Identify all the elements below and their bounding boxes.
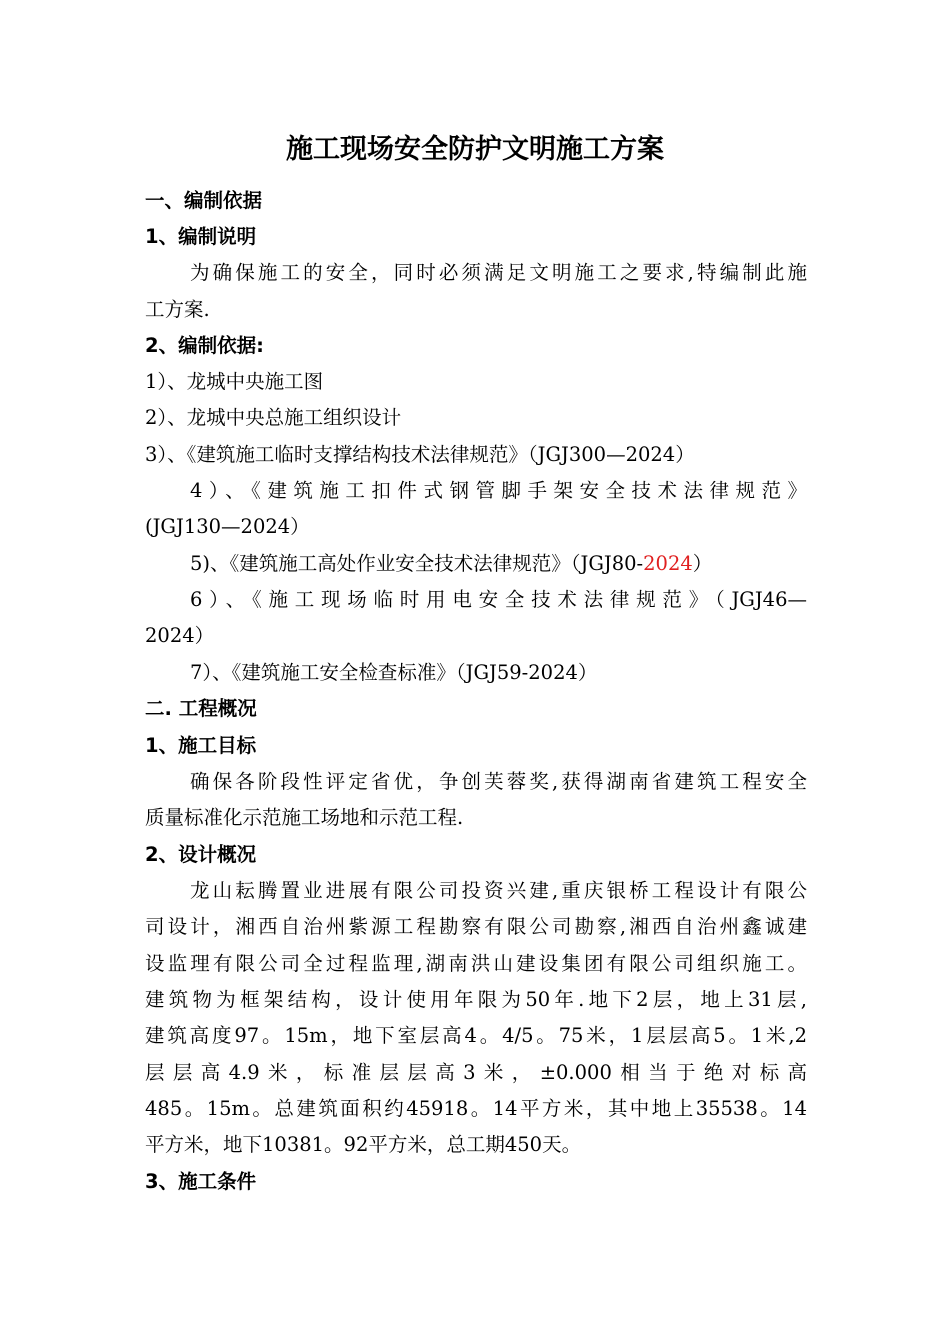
- list-item-continuation: 2024）: [145, 624, 215, 647]
- list-item-text: ）: [692, 552, 713, 575]
- paragraph-line: 司设计，湘西自治州紫源工程勘察有限公司勘察,湘西自治州鑫诚建: [145, 915, 807, 938]
- list-item: 1）、龙城中央施工图: [145, 370, 324, 393]
- list-item-text: 5)、《建筑施工高处作业安全技术法律规范》（JGJ80-: [190, 552, 644, 575]
- paragraph-line: 工方案.: [145, 298, 210, 321]
- subheading-conditions: 3、施工条件: [145, 1170, 257, 1193]
- list-item-continuation: (JGJ130—2024）: [145, 515, 310, 538]
- paragraph-line: 为确保施工的安全，同时必须满足文明施工之要求,特编制此施: [190, 261, 807, 284]
- subheading-goal: 1、施工目标: [145, 734, 257, 757]
- paragraph-line: 层层高4.9米，标准层层高3米，±0.000相当于绝对标高: [145, 1061, 807, 1084]
- list-item: [190, 549, 807, 579]
- subheading-design: 2、设计概况: [145, 843, 257, 866]
- list-item: 3）、《建筑施工临时支撑结构技术法律规范》（JGJ300—2024）: [145, 443, 695, 466]
- paragraph-line: 龙山耘腾置业进展有限公司投资兴建,重庆银桥工程设计有限公: [190, 879, 807, 902]
- paragraph-line: 建筑高度97。15m，地下室层高4。4/5。75米，1层层高5。1米,2: [145, 1024, 807, 1047]
- highlighted-year: 2024: [643, 552, 693, 575]
- list-item: 4）、《建筑施工扣件式钢管脚手架安全技术法律规范》: [190, 479, 807, 502]
- subheading-explanation: 1、编制说明: [145, 225, 257, 248]
- paragraph-line: 质量标准化示范施工场地和示范工程.: [145, 806, 464, 829]
- paragraph-line: 设监理有限公司全过程监理,湖南洪山建设集团有限公司组织施工。: [145, 952, 807, 975]
- section-heading-overview: 二. 工程概况: [145, 697, 257, 720]
- list-item: 7）、《建筑施工安全检查标准》（JGJ59-2024）: [190, 661, 598, 684]
- list-item: 6）、《施工现场临时用电安全技术法律规范》（JGJ46—: [190, 588, 807, 611]
- subheading-basis: 2、编制依据:: [145, 334, 264, 357]
- document-title: 施工现场安全防护文明施工方案: [286, 134, 664, 165]
- list-item: 2）、龙城中央总施工组织设计: [145, 406, 402, 429]
- paragraph-line: 建筑物为框架结构，设计使用年限为50年.地下2层，地上31层,: [145, 988, 807, 1011]
- paragraph-line: 确保各阶段性评定省优，争创芙蓉奖,获得湖南省建筑工程安全: [190, 770, 807, 793]
- paragraph-line: 485。15m。总建筑面积约45918。14平方米，其中地上35538。14: [145, 1097, 807, 1120]
- section-heading-basis: 一、编制依据: [145, 189, 263, 212]
- paragraph-line: 平方米，地下10381。92平方米，总工期450天。: [145, 1133, 582, 1156]
